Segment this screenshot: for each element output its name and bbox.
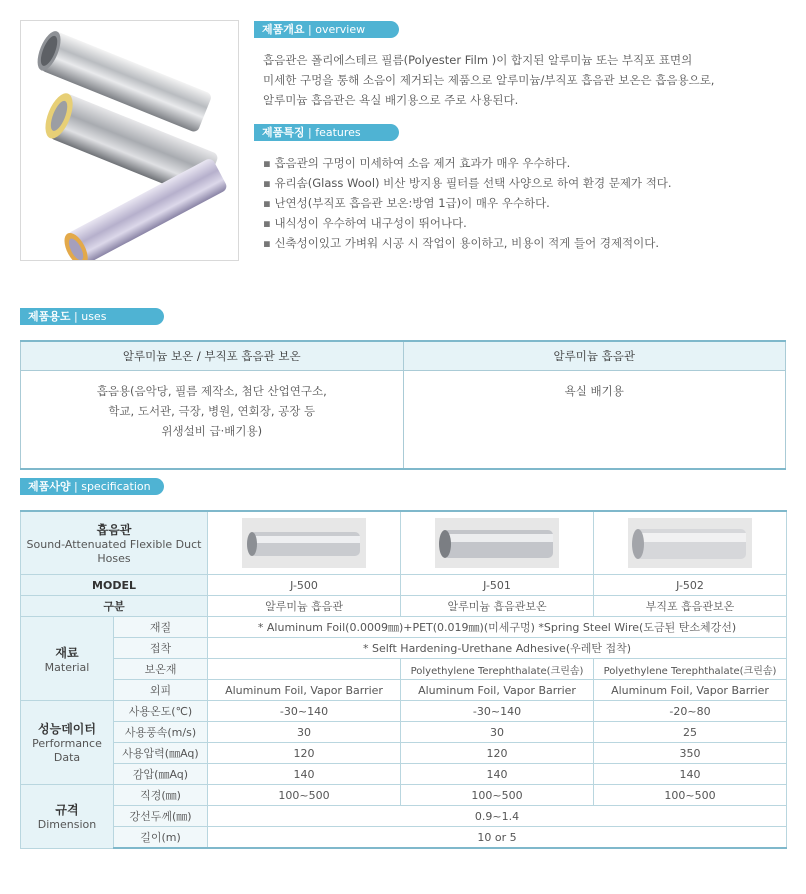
spec-row-label: 사용압력(㎜Aq) — [114, 743, 208, 764]
spec-jacket-value: Aluminum Foil, Vapor Barrier — [208, 680, 401, 701]
features-list — [263, 153, 793, 253]
spec-material-sub: Material — [44, 660, 90, 674]
spec-row-label: 직경(㎜) — [114, 785, 208, 806]
spec-perf-value: 140 — [208, 764, 401, 785]
spec-dim-value: 100~500 — [208, 785, 401, 806]
spec-product-sub: Sound-Attenuated Flexible Duct Hoses — [26, 537, 202, 565]
spec-row-label: 길이(m) — [114, 827, 208, 849]
spec-perf-value: 120 — [401, 743, 594, 764]
spec-row-label: 접착 — [114, 638, 208, 659]
spec-perf-title: 성능데이터 — [38, 722, 96, 736]
uses-col1-line: 흡음용(음악당, 필름 제작소, 첨단 산업연구소, — [96, 384, 327, 398]
spec-perf-value: 350 — [594, 743, 787, 764]
spec-perf-value: 30 — [401, 722, 594, 743]
uses-tag-ko: 제품용도 — [28, 310, 71, 323]
spec-perf-value: 25 — [594, 722, 787, 743]
spec-insulation-value: Polyethylene Terephthalate(크린솜) — [401, 659, 594, 680]
duct-j501-image — [435, 518, 559, 568]
spec-material-header — [21, 617, 114, 701]
feature-item: ▪ 흡음관의 구멍이 미세하여 소음 제거 효과가 매우 우수하다. — [263, 153, 793, 173]
features-tag-ko: 제품특징 — [262, 126, 305, 139]
spec-insulation-value — [208, 659, 401, 680]
product-photo — [20, 20, 239, 261]
spec-type: 부직포 흡음관보온 — [594, 596, 787, 617]
overview-text — [263, 50, 793, 110]
spec-row-label: 보온재 — [114, 659, 208, 680]
spec-perf-sub: Performance Data — [32, 737, 102, 764]
spec-perf-value: 30 — [208, 722, 401, 743]
spec-product-header — [21, 511, 208, 575]
spec-product-title: 흡음관 — [96, 522, 132, 537]
spec-jacket-value: Aluminum Foil, Vapor Barrier — [594, 680, 787, 701]
feature-item: ▪ 내식성이 우수하여 내구성이 뛰어나다. — [263, 213, 793, 233]
duct-hoses-illustration — [21, 21, 238, 260]
spec-tag: 제품사양 | specification — [20, 478, 164, 495]
spec-model: J-500 — [208, 575, 401, 596]
spec-type-label: 구분 — [21, 596, 208, 617]
spec-perf-value: -30~140 — [401, 701, 594, 722]
uses-table — [20, 340, 786, 470]
uses-col2-cell: 욕실 배기용 — [403, 371, 786, 470]
spec-perf-value: -30~140 — [208, 701, 401, 722]
spec-adhesive-value: * Selft Hardening-Urethane Adhesive(우레탄 접착) — [208, 638, 787, 659]
uses-col1-header: 알루미늄 보온 / 부직포 흡음관 보온 — [21, 341, 404, 371]
uses-col1-cell — [21, 371, 404, 470]
spec-image-j501 — [401, 511, 594, 575]
spec-row-label: 사용온도(℃) — [114, 701, 208, 722]
spec-model-label: MODEL — [21, 575, 208, 596]
duct-j500-image — [242, 518, 366, 568]
spec-material-title: 재료 — [55, 645, 79, 660]
spec-model: J-502 — [594, 575, 787, 596]
spec-perf-value: 140 — [594, 764, 787, 785]
features-tag-en: features — [315, 126, 361, 139]
spec-perf-value: 140 — [401, 764, 594, 785]
spec-dim-value: 100~500 — [594, 785, 787, 806]
spec-model: J-501 — [401, 575, 594, 596]
spec-perf-value: 120 — [208, 743, 401, 764]
overview-line-1: 흡음관은 폴리에스테르 필름(Polyester Film )이 합지된 알루미늄 또는 부직포 표면의 — [263, 53, 693, 67]
features-tag: 제품특징 | features — [254, 124, 399, 141]
spec-row-label: 사용풍속(m/s) — [114, 722, 208, 743]
overview-tag-ko: 제품개요 — [262, 23, 305, 36]
spec-row-label: 강선두께(㎜) — [114, 806, 208, 827]
feature-item: ▪ 유리솜(Glass Wool) 비산 방지용 필터를 선택 사양으로 하여 환경 문제가 적다. — [263, 173, 793, 193]
uses-tag: 제품용도 | uses — [20, 308, 164, 325]
spec-dim-sub: Dimension — [37, 818, 97, 832]
uses-col1-line: 학교, 도서관, 극장, 병원, 연회장, 공장 등 — [108, 404, 316, 418]
spec-jacket-value: Aluminum Foil, Vapor Barrier — [401, 680, 594, 701]
overview-tag: 제품개요 | overview — [254, 21, 399, 38]
overview-line-3: 알루미늄 흡음관은 욕실 배기용으로 주로 사용된다. — [263, 93, 519, 107]
spec-dim-value: 0.9~1.4 — [208, 806, 787, 827]
spec-row-label: 외피 — [114, 680, 208, 701]
spec-tag-ko: 제품사양 — [28, 480, 71, 493]
spec-image-j502 — [594, 511, 787, 575]
spec-image-j500 — [208, 511, 401, 575]
feature-item: ▪ 난연성(부직포 흡음관 보온:방염 1급)이 매우 우수하다. — [263, 193, 793, 213]
spec-table — [20, 510, 787, 849]
spec-type: 알루미늄 흡음관 — [208, 596, 401, 617]
uses-col1-line: 위생설비 급·배기용) — [161, 424, 263, 438]
uses-col2-header: 알루미늄 흡음관 — [403, 341, 786, 371]
spec-dim-value: 10 or 5 — [208, 827, 787, 849]
spec-tag-en: specification — [81, 480, 151, 493]
spec-insulation-value: Polyethylene Terephthalate(크린솜) — [594, 659, 787, 680]
spec-dim-value: 100~500 — [401, 785, 594, 806]
feature-item: ▪ 신축성이있고 가벼워 시공 시 작업이 용이하고, 비용이 적게 들어 경제적이다. — [263, 233, 793, 253]
overview-tag-en: overview — [315, 23, 366, 36]
spec-dim-header — [21, 785, 114, 849]
spec-dim-title: 규격 — [55, 803, 79, 818]
spec-type: 알루미늄 흡음관보온 — [401, 596, 594, 617]
spec-material-value: * Aluminum Foil(0.0009㎜)+PET(0.019㎜)(미세구멍) *Spring Steel Wire(도금된 탄소체강선) — [208, 617, 787, 638]
spec-perf-value: -20~80 — [594, 701, 787, 722]
spec-row-label: 감압(㎜Aq) — [114, 764, 208, 785]
spec-perf-header — [21, 701, 114, 785]
spec-row-label: 재질 — [114, 617, 208, 638]
overview-line-2: 미세한 구멍을 통해 소음이 제거되는 제품으로 알루미늄/부직포 흡음관 보온은 흡음용으로, — [263, 73, 715, 87]
uses-tag-en: uses — [81, 310, 107, 323]
duct-j502-image — [628, 518, 752, 568]
